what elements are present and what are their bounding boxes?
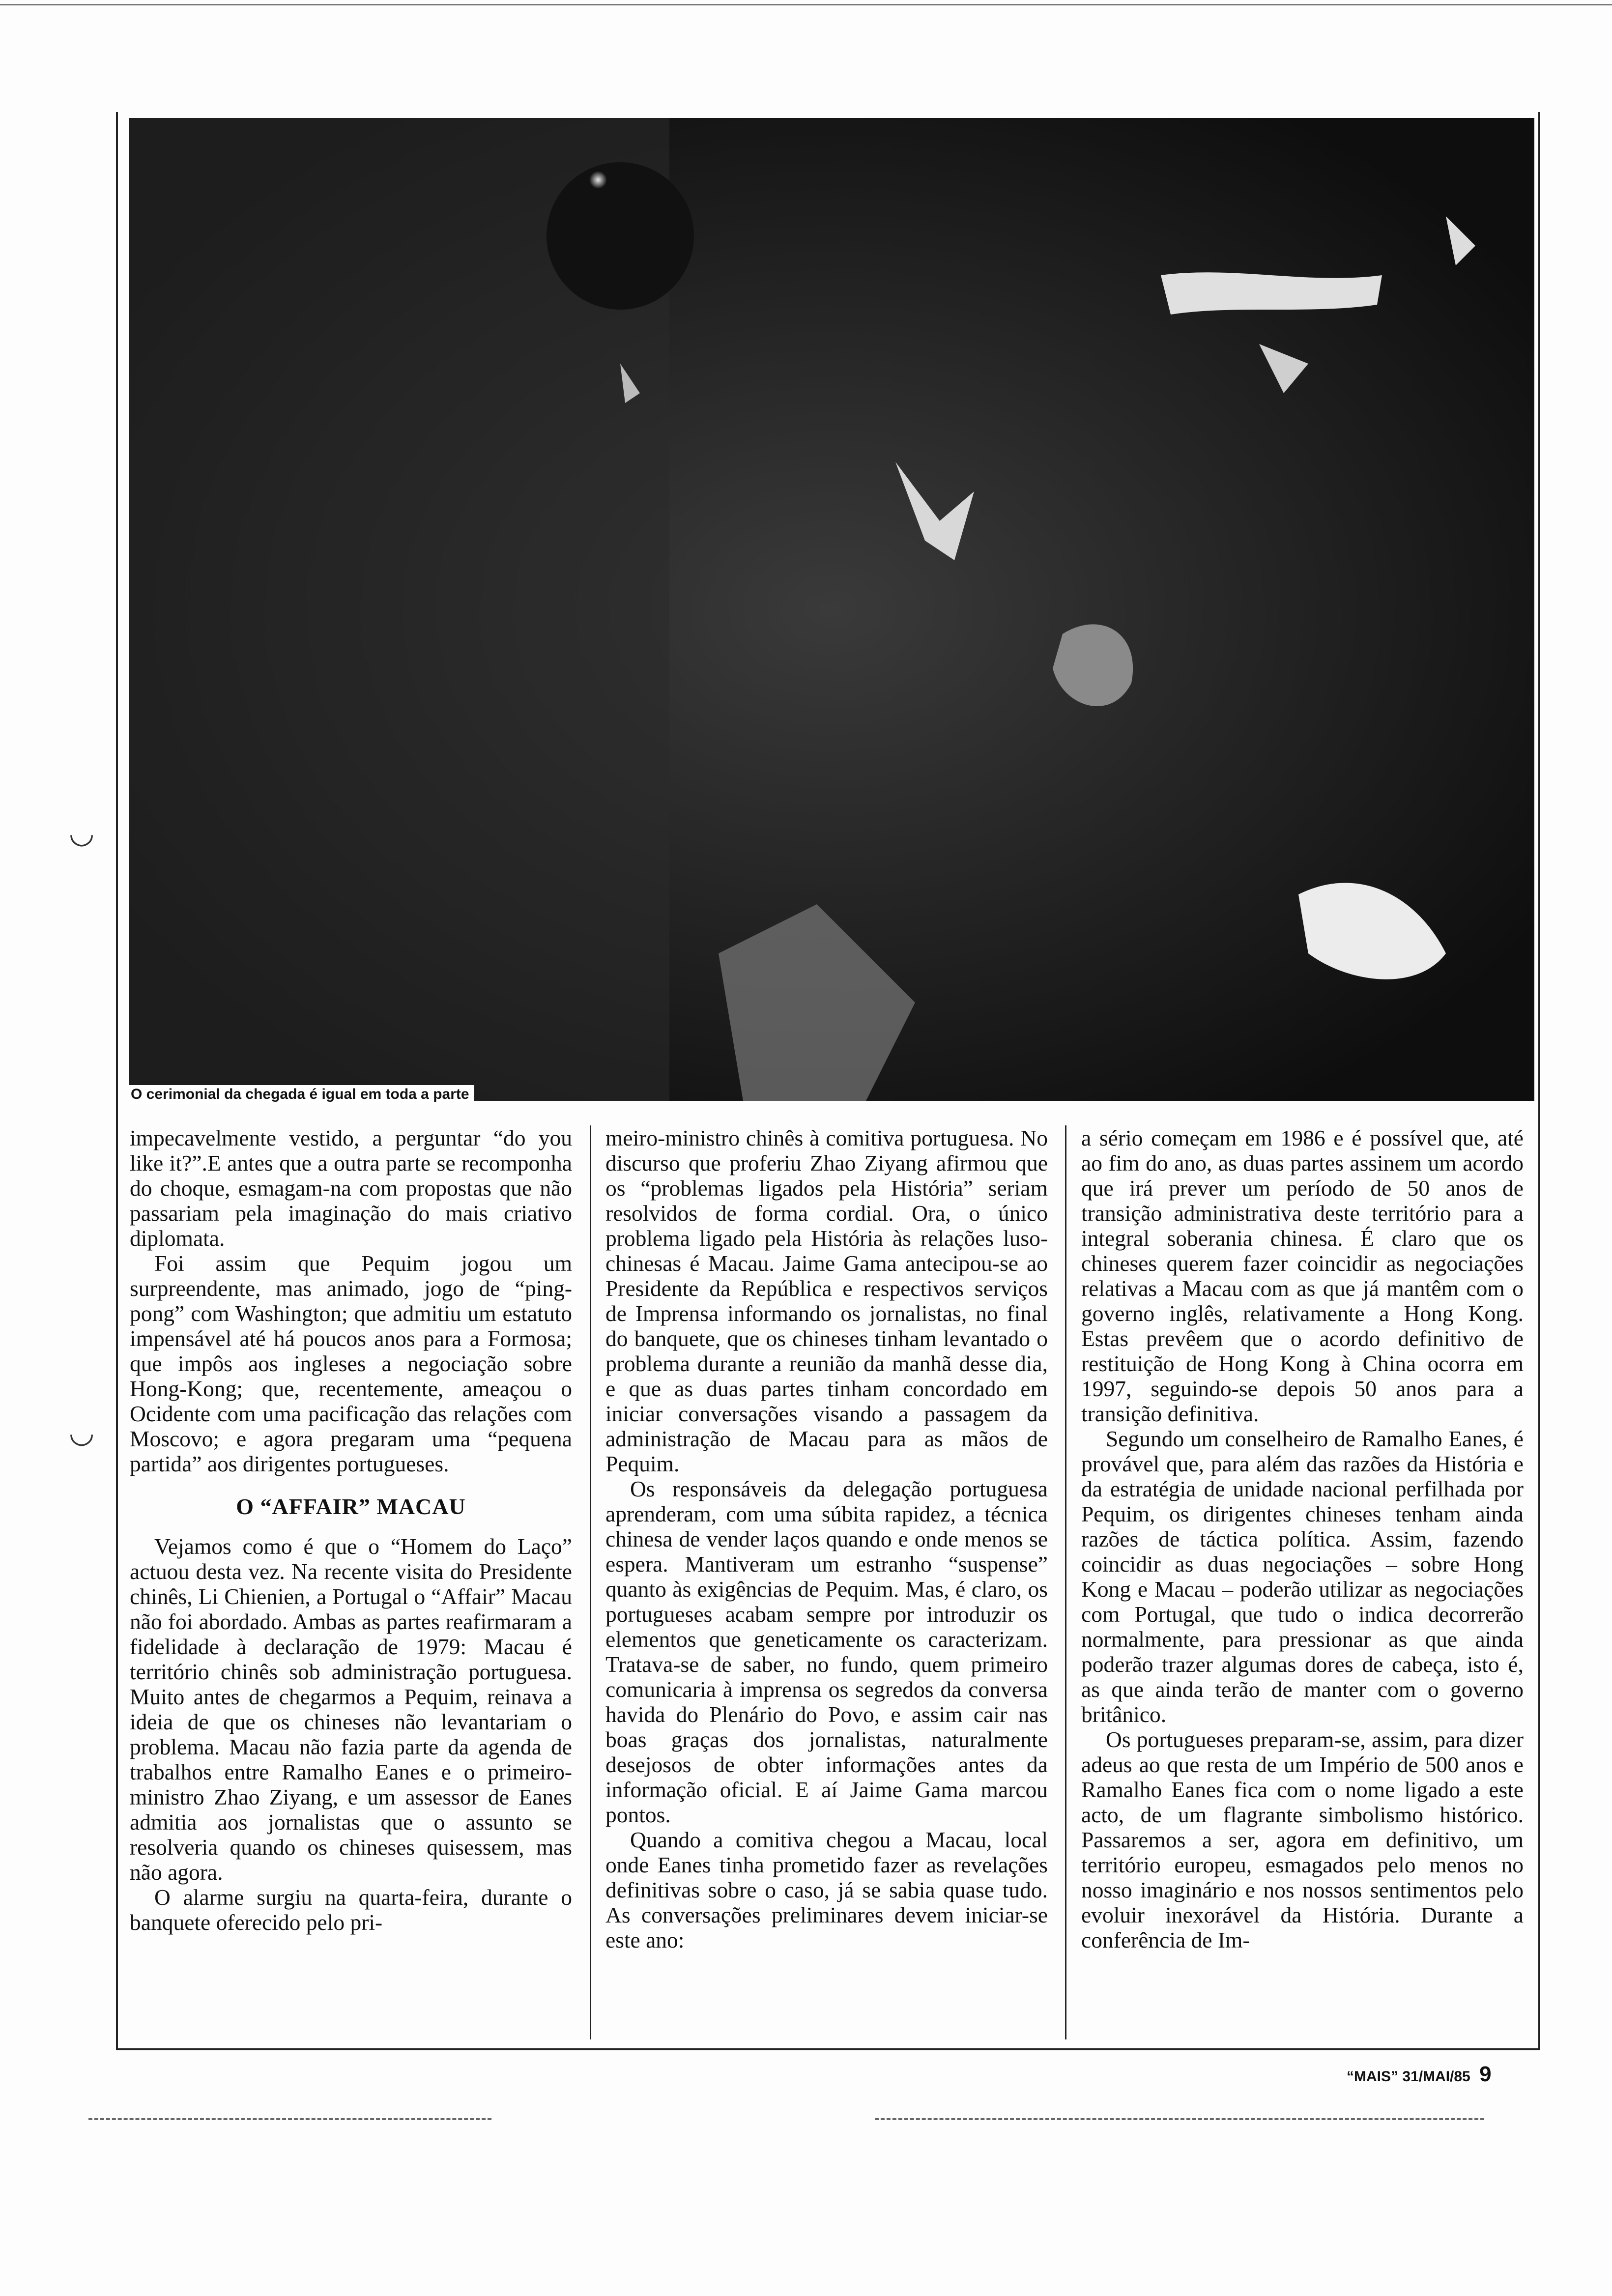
page-number: 9 — [1479, 2062, 1492, 2086]
scan-artifact — [875, 2118, 1484, 2122]
binding-mark: ◡ — [69, 1415, 95, 1450]
column-rule — [1065, 1125, 1066, 2039]
paragraph: Quando a comitiva chegou a Macau, local onde Eanes tinha prometido fazer as revelações definitivas sobre o caso, já se sabia quase tudo. As conversações preliminares devem iniciar-se este ano: — [605, 1827, 1048, 1952]
article-column-1 — [130, 1125, 572, 1935]
article-column-2 — [605, 1125, 1048, 1952]
binding-mark: ◡ — [69, 816, 95, 850]
photo-caption: O cerimonial da chegada é igual em toda a parte — [129, 1085, 474, 1104]
photo-graphic — [129, 118, 1534, 1101]
page-footer — [1347, 2062, 1492, 2087]
ceremony-photograph — [129, 118, 1534, 1101]
column-rule — [590, 1125, 591, 2039]
paragraph: impecavelmente vestido, a perguntar “do you like it?”.E antes que a outra parte se recomponha do choque, esmagam-na com propostas que não passariam pela imaginação do mais criativo diplomata. — [130, 1125, 572, 1251]
scan-artifact — [88, 2118, 491, 2122]
paragraph: meiro-ministro chinês à comitiva portuguesa. No discurso que proferiu Zhao Ziyang afirmou que os “problemas ligados pela História” seriam resolvidos de forma cordial. Ora, o único problema ligado pela História às relações luso-chinesas é Macau. Jaime Gama antecipou-se ao Presidente da República e respectivos serviços de Imprensa informando os jornalistas, no final do banquete, que os chineses tinham levantado o problema durante a reunião da manhã desse dia, e que as duas partes tinham concordado em iniciar conversações visando a passagem da administração de Macau para as mãos de Pequim. — [605, 1125, 1048, 1476]
paragraph: Foi assim que Pequim jogou um surpreendente, mas animado, jogo de “ping-pong” com Washington; que admitiu um estatuto impensável até há poucos anos para a Formosa; que impôs aos ingleses a negociação sobre Hong-Kong; que, recentemente, ameaçou o Ocidente com uma pacificação das relações com Moscovo; e agora pregaram uma “pequena partida” aos dirigentes portugueses. — [130, 1251, 572, 1476]
scan-top-line — [0, 4, 1612, 5]
paragraph: Segundo um conselheiro de Ramalho Eanes, é provável que, para além das razões da História e da estratégia de unidade nacional perfilhada por Pequim, os dirigentes chineses tenham ainda razões de táctica política. Assim, fazendo coincidir as duas negociações – sobre Hong Kong e Macau – poderão utilizar as negociações com Portugal, que tudo o indica decorrerão normalmente, para pressionar as que ainda poderão trazer algumas dores de cabeça, isto é, as que ainda terão de manter com o governo britânico. — [1081, 1426, 1524, 1727]
paragraph: O alarme surgiu na quarta-feira, durante o banquete oferecido pelo pri- — [130, 1885, 572, 1935]
paragraph: Os responsáveis da delegação portuguesa aprenderam, com uma súbita rapidez, a técnica chinesa de vender laços quando e onde menos se espera. Mantiveram um estranho “suspense” quanto às exigências de Pequim. Mas, é claro, os portugueses acabam sempre por introduzir os elementos que geneticamente os caracterizam. Tratava-se de saber, no fundo, quem primeiro comunicaria à imprensa os segredos da conversa havida do Plenário do Povo, e assim cair nas boas graças dos jornalistas, naturalmente desejosos de obter informações antes da informação oficial. E aí Jaime Gama marcou pontos. — [605, 1476, 1048, 1827]
section-subhead: O “AFFAIR” MACAU — [236, 1494, 466, 1519]
publication-date: “MAIS” 31/MAI/85 — [1347, 2068, 1470, 2085]
paragraph: Vejamos como é que o “Homem do Laço” actuou desta vez. Na recente visita do Presidente chinês, Li Chienien, a Portugal o “Affair” Macau não foi abordado. Ambas as partes reafirmaram a fidelidade à declaração de 1979: Macau é território chinês sob administração portuguesa. Muito antes de chegarmos a Pequim, reinava a ideia de que os chineses não levantariam o problema. Macau não fazia parte da agenda de trabalhos entre Ramalho Eanes e o primeiro-ministro Zhao Ziyang, e um assessor de Eanes admitia aos jornalistas que o assunto se resolveria quando os chineses quisessem, mas não agora. — [130, 1534, 572, 1885]
paragraph: Os portugueses preparam-se, assim, para dizer adeus ao que resta de um Império de 500 anos e Ramalho Eanes fica com o nome ligado a este acto, de um flagrante simbolismo histórico. Passaremos a ser, agora em definitivo, um território europeu, esmagados pelo menos no nosso imaginário e nos nossos sentimentos pelo evoluir inexorável da História. Durante a conferência de Im- — [1081, 1727, 1524, 1952]
article-column-3 — [1081, 1125, 1524, 1952]
paragraph: a sério começam em 1986 e é possível que, até ao fim do ano, as duas partes assinem um acordo que irá prever um período de 50 anos de transição administrativa deste território para a integral soberania chinesa. É claro que os chineses querem fazer coincidir as negociações relativas a Macau com as que já mantêm com o governo inglês, relativamente a Hong Kong. Estas prevêem que o acordo definitivo de restituição de Hong Kong à China ocorra em 1997, seguindo-se depois 50 anos para a transição definitiva. — [1081, 1125, 1524, 1426]
